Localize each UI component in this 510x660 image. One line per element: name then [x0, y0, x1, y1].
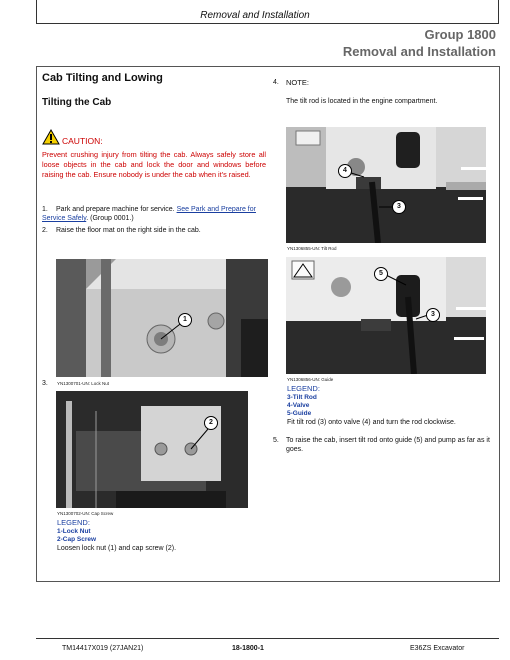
doc-id: TM14417X019 (27JAN21) — [62, 645, 144, 652]
callout-4-valve: 4 — [338, 164, 352, 178]
step-2-text: Raise the floor mat on the right side in the cab. — [55, 227, 201, 234]
park-prepare-link[interactable]: See Park and Prepare for Service Safely — [42, 206, 256, 222]
step-1 — [42, 205, 268, 223]
legend-item-tilt-rod: 3-Tilt Rod — [287, 394, 317, 401]
header-rule — [36, 23, 499, 24]
tilt-rod-photo — [286, 127, 486, 243]
subsection-title: Tilting the Cab — [42, 97, 112, 108]
callout-3-tilt-rod: 3 — [426, 308, 440, 322]
cap-screw-caption: YN1300702-UN: Cap Screw — [57, 511, 114, 516]
group-title: Removal and Installation — [342, 44, 496, 59]
tilt-rod-caption: YN1306855-UN: Tilt Rod — [287, 246, 337, 251]
left-legend-label: LEGEND: — [57, 518, 90, 527]
right-legend-label: LEGEND: — [287, 384, 320, 393]
step-1-text: Park and prepare machine for service. — [55, 206, 175, 213]
legend-item-cap-screw: 2-Cap Screw — [57, 536, 97, 543]
step-2 — [42, 226, 268, 235]
note-label: NOTE: — [286, 78, 309, 87]
step-4-number: 4. — [273, 79, 279, 86]
cap-screw-photo — [56, 391, 248, 508]
step-4-instruction: Fit tilt rod (3) onto valve (4) and turn the rod clockwise. — [287, 419, 456, 426]
step-1-ref: . (Group 0001.) — [86, 215, 134, 222]
caution-icon — [42, 129, 60, 150]
step-1-number: 1. — [42, 206, 48, 213]
footer-rule — [36, 638, 499, 639]
section-title: Cab Tilting and Lowing — [42, 72, 163, 84]
step-5-number: 5. — [273, 437, 279, 444]
callout-3-tilt-rod: 3 — [392, 200, 406, 214]
caution-label: CAUTION: — [62, 136, 103, 146]
callout-1: 1 — [178, 313, 192, 327]
step-3-number: 3. — [42, 380, 48, 387]
lock-nut-photo — [56, 259, 268, 377]
step-2-number: 2. — [42, 227, 48, 234]
loosen-instruction: Loosen lock nut (1) and cap screw (2). — [57, 545, 177, 552]
step-5-text: To raise the cab, insert tilt rod onto guide (5) and pump as far as it goes. — [286, 437, 490, 453]
running-title: Removal and Installation — [200, 10, 310, 21]
legend-item-guide: 5-Guide — [287, 410, 312, 417]
callout-2: 2 — [204, 416, 218, 430]
legend-item-valve: 4-Valve — [287, 402, 310, 409]
page-number: 18-1800-1 — [232, 645, 264, 652]
guide-caption: YN1306856-UN: Guide — [287, 377, 334, 382]
guide-photo — [286, 257, 486, 374]
callout-5-guide: 5 — [374, 267, 388, 281]
group-number: Group 1800 — [424, 27, 496, 42]
lock-nut-caption: YN1300701-UN: Lock Nut — [57, 381, 110, 386]
product-name: E36ZS Excavator — [410, 645, 465, 652]
legend-item-lock-nut: 1-Lock Nut — [57, 528, 91, 535]
note-text: The tilt rod is located in the engine compartment. — [286, 98, 438, 105]
caution-text: Prevent crushing injury from tilting the cab. Always safely store all loose objects in the cab and lock the door and windows before raising the cab. Ensure nobody is under the cab when it's raised. — [42, 150, 266, 179]
